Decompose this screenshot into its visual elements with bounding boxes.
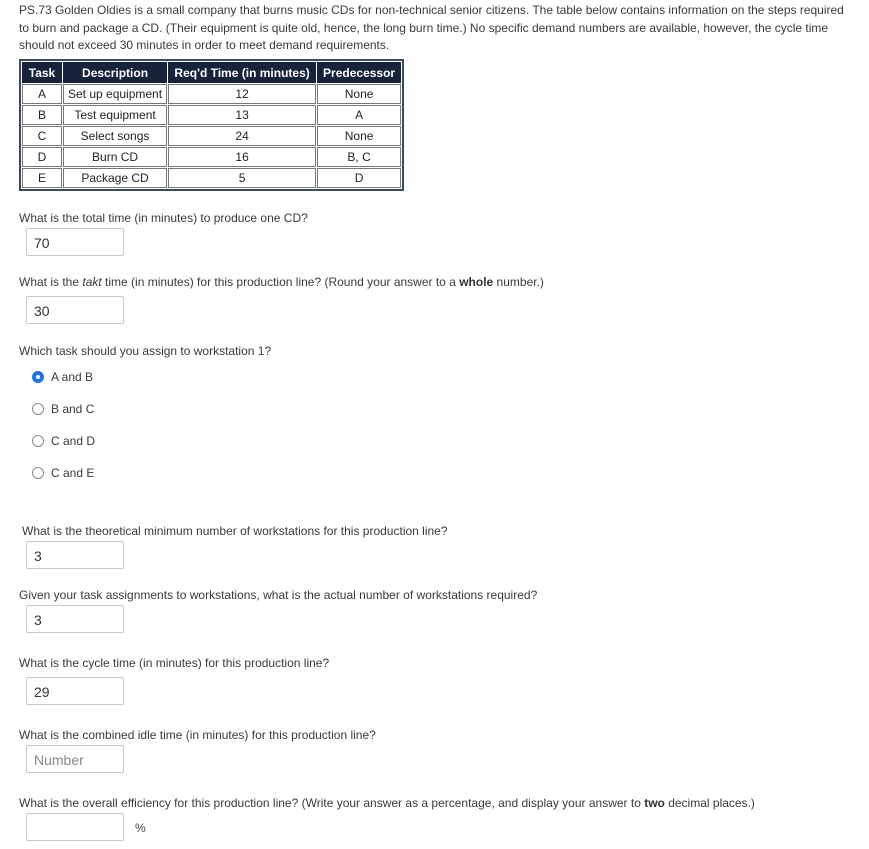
table-row — [22, 105, 401, 125]
radio-icon[interactable] — [32, 467, 44, 479]
bold-text: two — [644, 796, 665, 810]
table-cell: 13 — [168, 105, 316, 125]
table-cell: Select songs — [63, 126, 167, 146]
problem-intro: PS.73 Golden Oldies is a small company that burns music CDs for non-technical senior citizens. The table below contains information on the steps required to burn and package a CD. (Their equipment is quite old, hence, the long burn time.) No specific demand numbers are available, however, the cycle time should not exceed 30 minutes in order to meet demand requirements. — [19, 3, 844, 52]
question-text: What is the overall efficiency for this production line? (Write your answer as a percentage, and display your answer to — [19, 796, 645, 810]
option-label: C and D — [51, 434, 96, 448]
question-efficiency — [19, 796, 755, 810]
question-theoretical-min: What is the theoretical minimum number of workstations for this production line? — [22, 524, 448, 538]
option-label: C and E — [51, 466, 95, 480]
question-text: What is the — [19, 275, 83, 289]
table-cell: 5 — [168, 168, 316, 188]
option-a-and-b[interactable] — [32, 370, 93, 384]
col-header-task: Task — [22, 62, 62, 83]
idle-time-input[interactable]: Number — [26, 745, 124, 773]
question-workstation-1: Which task should you assign to workstation 1? — [19, 344, 272, 358]
question-cycle-time: What is the cycle time (in minutes) for this production line? — [19, 656, 330, 670]
task-table — [19, 59, 404, 191]
table-header-row — [22, 62, 401, 83]
question-takt-time — [19, 275, 544, 289]
table-cell: D — [317, 168, 401, 188]
table-cell: E — [22, 168, 62, 188]
question-text: decimal places.) — [664, 796, 755, 810]
total-time-input[interactable]: 70 — [26, 228, 124, 256]
table-row — [22, 126, 401, 146]
question-actual-workstations: Given your task assignments to workstations, what is the actual number of workstations required? — [19, 588, 538, 602]
radio-icon[interactable] — [32, 435, 44, 447]
table-cell: Set up equipment — [63, 84, 167, 104]
table-cell: 24 — [168, 126, 316, 146]
actual-workstations-input[interactable]: 3 — [26, 605, 124, 633]
cycle-time-input[interactable]: 29 — [26, 677, 124, 705]
takt-time-input[interactable]: 30 — [26, 296, 124, 324]
theoretical-min-input[interactable]: 3 — [26, 541, 124, 569]
option-c-and-d[interactable] — [32, 434, 95, 448]
option-label: B and C — [51, 402, 95, 416]
table-row — [22, 147, 401, 167]
table-cell: B — [22, 105, 62, 125]
percent-unit: % — [135, 821, 146, 835]
col-header-description: Description — [63, 62, 167, 83]
table-cell: Burn CD — [63, 147, 167, 167]
option-label: A and B — [51, 370, 94, 384]
table-cell: Test equipment — [63, 105, 167, 125]
table-cell: A — [317, 105, 401, 125]
table-cell: B, C — [317, 147, 401, 167]
question-text: time (in minutes) for this production line? (Round your answer to a — [101, 275, 460, 289]
table-cell: A — [22, 84, 62, 104]
bold-text: whole — [459, 275, 494, 289]
table-cell: C — [22, 126, 62, 146]
table-cell: D — [22, 147, 62, 167]
emphasis-text: takt — [82, 275, 102, 289]
col-header-time: Req'd Time (in minutes) — [168, 62, 316, 83]
question-total-time: What is the total time (in minutes) to produce one CD? — [19, 211, 308, 225]
option-c-and-e[interactable] — [32, 466, 94, 480]
question-idle-time: What is the combined idle time (in minutes) for this production line? — [19, 728, 376, 742]
table-cell: None — [317, 84, 401, 104]
table-cell: None — [317, 126, 401, 146]
radio-selected-icon[interactable] — [32, 371, 44, 383]
table-cell: Package CD — [63, 168, 167, 188]
table-row — [22, 168, 401, 188]
table-row — [22, 84, 401, 104]
col-header-predecessor: Predecessor — [317, 62, 401, 83]
question-text: number.) — [493, 275, 544, 289]
radio-icon[interactable] — [32, 403, 44, 415]
table-cell: 16 — [168, 147, 316, 167]
option-b-and-c[interactable] — [32, 402, 94, 416]
efficiency-input[interactable] — [26, 813, 124, 841]
table-cell: 12 — [168, 84, 316, 104]
